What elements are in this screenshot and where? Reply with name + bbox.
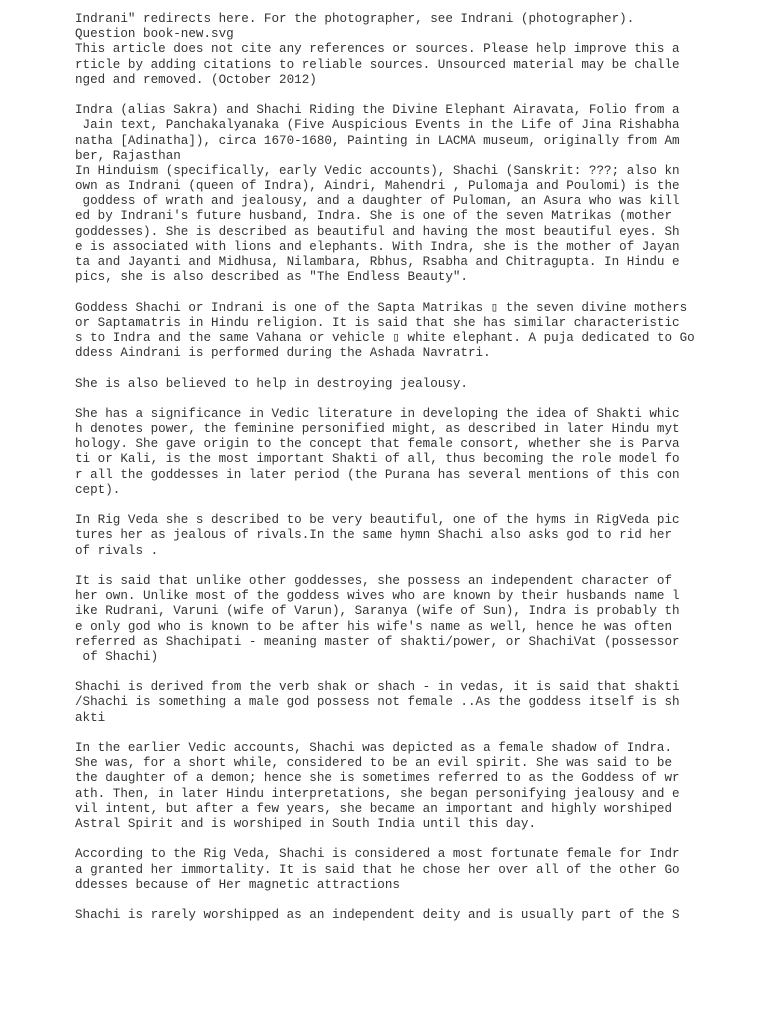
text-line: r all the goddesses in later period (the Purana has several mentions of this con (75, 467, 680, 482)
text-line: or Saptamatris in Hindu religion. It is said that she has similar characteristic (75, 315, 680, 330)
text-line: ed by Indrani's future husband, Indra. She is one of the seven Matrikas (mother (75, 209, 673, 224)
text-line: s to Indra and the same Vahana or vehicle ▯ white elephant. A puja dedicated to Go (75, 330, 695, 345)
document-page (75, 12, 695, 938)
body-paragraph (75, 680, 695, 726)
text-line: of rivals . (75, 543, 159, 558)
text-line: h denotes power, the feminine personified might, as described in later Hindu myt (75, 422, 680, 437)
text-line: Astral Spirit and is worshiped in South India until this day. (75, 816, 537, 831)
intro-paragraph (75, 164, 695, 286)
text-line: She is also believed to help in destroying jealousy. (75, 376, 468, 391)
text-line: ike Rudrani, Varuni (wife of Varun), Saranya (wife of Sun), Indra is probably th (75, 604, 680, 619)
text-line: of Shachi) (75, 649, 159, 664)
text-line: her own. Unlike most of the goddess wives who are known by their husbands name l (75, 589, 680, 604)
text-line: goddesses). She is described as beautiful and having the most beautiful eyes. Sh (75, 224, 680, 239)
text-line: In Rig Veda she s described to be very beautiful, one of the hyms in RigVeda pic (75, 513, 680, 528)
redirect-notice-paragraph (75, 12, 695, 88)
text-line: ath. Then, in later Hindu interpretations, she began personifying jealousy and e (75, 786, 680, 801)
text-line: Question book-new.svg (75, 27, 234, 42)
text-line: According to the Rig Veda, Shachi is considered a most fortunate female for Indr (75, 847, 680, 862)
text-line: natha [Adinatha]), circa 1670-1680, Painting in LACMA museum, originally from Am (75, 133, 680, 148)
body-paragraph (75, 513, 695, 559)
text-line: rticle by adding citations to reliable sources. Unsourced material may be challe (75, 57, 680, 72)
text-line: a granted her immortality. It is said that he chose her over all of the other Go (75, 862, 680, 877)
text-line: Indrani" redirects here. For the photographer, see Indrani (photographer). (75, 12, 635, 26)
text-line: ti or Kali, is the most important Shakti of all, thus becoming the role model fo (75, 452, 680, 467)
text-line: hology. She gave origin to the concept that female consort, whether she is Parva (75, 437, 680, 452)
text-line: Shachi is rarely worshipped as an independent deity and is usually part of the S (75, 908, 680, 923)
text-line: e is associated with lions and elephants. With Indra, she is the mother of Jayan (75, 239, 680, 254)
body-paragraph (75, 377, 695, 392)
text-line: goddess of wrath and jealousy, and a daughter of Puloman, an Asura who was kill (75, 194, 680, 209)
text-line: Goddess Shachi or Indrani is one of the Sapta Matrikas ▯ the seven divine mothers (75, 300, 688, 315)
body-paragraph (75, 407, 695, 498)
text-line: ta and Jayanti and Midhusa, Nilambara, Rbhus, Rsabha and Chitragupta. In Hindu e (75, 255, 680, 269)
text-line: She was, for a short while, considered to be an evil spirit. She was said to be (75, 756, 673, 771)
text-line: referred as Shachipati - meaning master of shakti/power, or ShachiVat (possessor (75, 634, 680, 649)
text-line: She has a significance in Vedic literature in developing the idea of Shakti whic (75, 406, 680, 421)
text-line: Indra (alias Sakra) and Shachi Riding the Divine Elephant Airavata, Folio from a (75, 103, 680, 118)
text-line: own as Indrani (queen of Indra), Aindri, Mahendri , Pulomaja and Poulomi) is the (75, 179, 680, 194)
text-line: nged and removed. (October 2012) (75, 72, 317, 87)
body-paragraph (75, 741, 695, 832)
body-paragraph (75, 574, 695, 665)
body-paragraph (75, 847, 695, 893)
text-line: akti (75, 710, 106, 725)
text-line: In Hinduism (specifically, early Vedic accounts), Shachi (Sanskrit: ???; also kn (75, 163, 680, 178)
text-line: It is said that unlike other goddesses, she possess an independent character of (75, 573, 673, 588)
text-line: ddess Aindrani is performed during the Ashada Navratri. (75, 346, 491, 361)
text-line: cept). (75, 482, 121, 497)
image-caption-paragraph (75, 103, 695, 164)
text-line: pics, she is also described as "The Endless Beauty". (75, 270, 468, 285)
text-line: Jain text, Panchakalyanaka (Five Auspicious Events in the Life of Jina Rishabha (75, 118, 680, 133)
body-paragraph (75, 301, 695, 362)
text-line: ber, Rajasthan (75, 148, 181, 163)
text-line: vil intent, but after a few years, she became an important and highly worshiped (75, 801, 673, 816)
text-line: /Shachi is something a male god possess not female ..As the goddess itself is sh (75, 695, 680, 710)
text-line: Shachi is derived from the verb shak or shach - in vedas, it is said that shakti (75, 680, 680, 695)
text-line: ddesses because of Her magnetic attractions (75, 877, 400, 892)
text-line: In the earlier Vedic accounts, Shachi was depicted as a female shadow of Indra. (75, 741, 673, 755)
text-line: This article does not cite any references or sources. Please help improve this a (75, 42, 680, 57)
text-line: e only god who is known to be after his wife's name as well, hence he was often (75, 619, 673, 634)
body-paragraph (75, 908, 695, 923)
text-line: tures her as jealous of rivals.In the same hymn Shachi also asks god to rid her (75, 528, 673, 543)
text-line: the daughter of a demon; hence she is sometimes referred to as the Goddess of wr (75, 771, 680, 786)
